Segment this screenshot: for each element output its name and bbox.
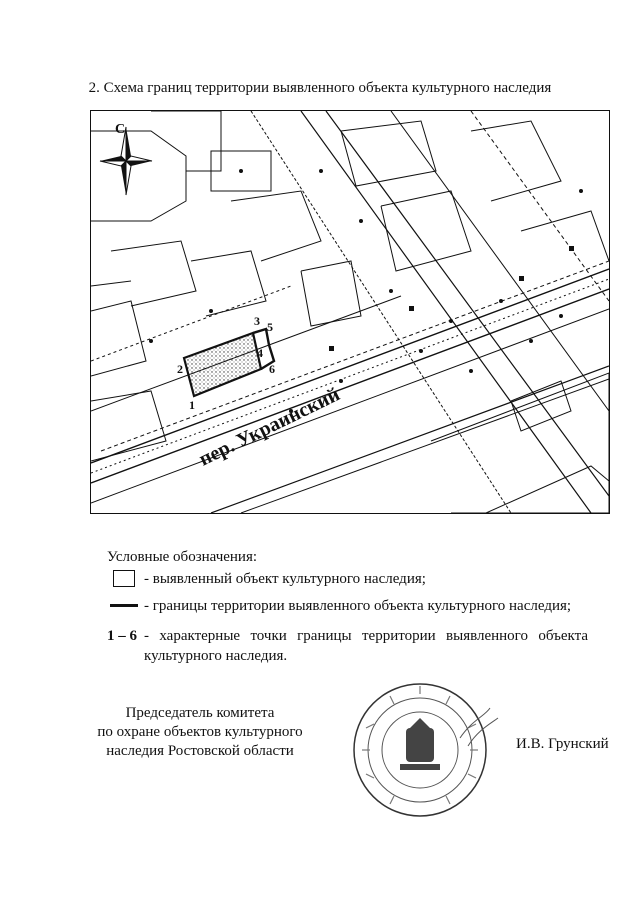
legend-boundary-text: - границы территории выявленного объекта культурного наследия;	[144, 598, 572, 614]
signatory-position-line3: наследия Ростовской области	[106, 743, 294, 759]
legend-title: Условные обозначения:	[107, 549, 258, 565]
street-label: пер. Украинский	[195, 383, 344, 471]
legend-object-symbol	[113, 570, 135, 587]
boundary-point-6: 6	[269, 362, 275, 376]
legend-points-text-line2: культурного наследия.	[144, 648, 288, 664]
legend-object-text: - выявленный объект культурного наследия;	[144, 571, 426, 587]
boundary-point-4: 4	[257, 346, 263, 360]
handwritten-signature	[460, 708, 498, 746]
signatory-position-line2: по охране объектов культурного	[97, 724, 303, 740]
document-heading: 2. Схема границ территории выявленного объекта культурного наследия	[88, 80, 552, 96]
site-plan-map	[90, 110, 610, 514]
legend-boundary-symbol	[110, 604, 138, 607]
heritage-object-parcel	[184, 333, 261, 396]
site-plan-drawing	[91, 111, 609, 513]
compass-rose-icon	[100, 127, 152, 195]
boundary-point-2: 2	[177, 362, 183, 376]
signatory-name: И.В. Грунский	[516, 736, 609, 752]
boundary-point-3: 3	[254, 314, 260, 328]
boundary-point-1: 1	[189, 398, 195, 412]
legend-points-range: 1 – 6	[107, 628, 137, 644]
signatory-position-line1: Председатель комитета	[125, 705, 275, 721]
signatory-position	[70, 704, 330, 761]
legend-points-text-line1: - характерные точки границы территории выявленного объекта	[144, 628, 588, 644]
boundary-point-5: 5	[267, 320, 273, 334]
compass-north-label: С	[115, 122, 126, 137]
official-seal-stamp	[350, 680, 500, 820]
